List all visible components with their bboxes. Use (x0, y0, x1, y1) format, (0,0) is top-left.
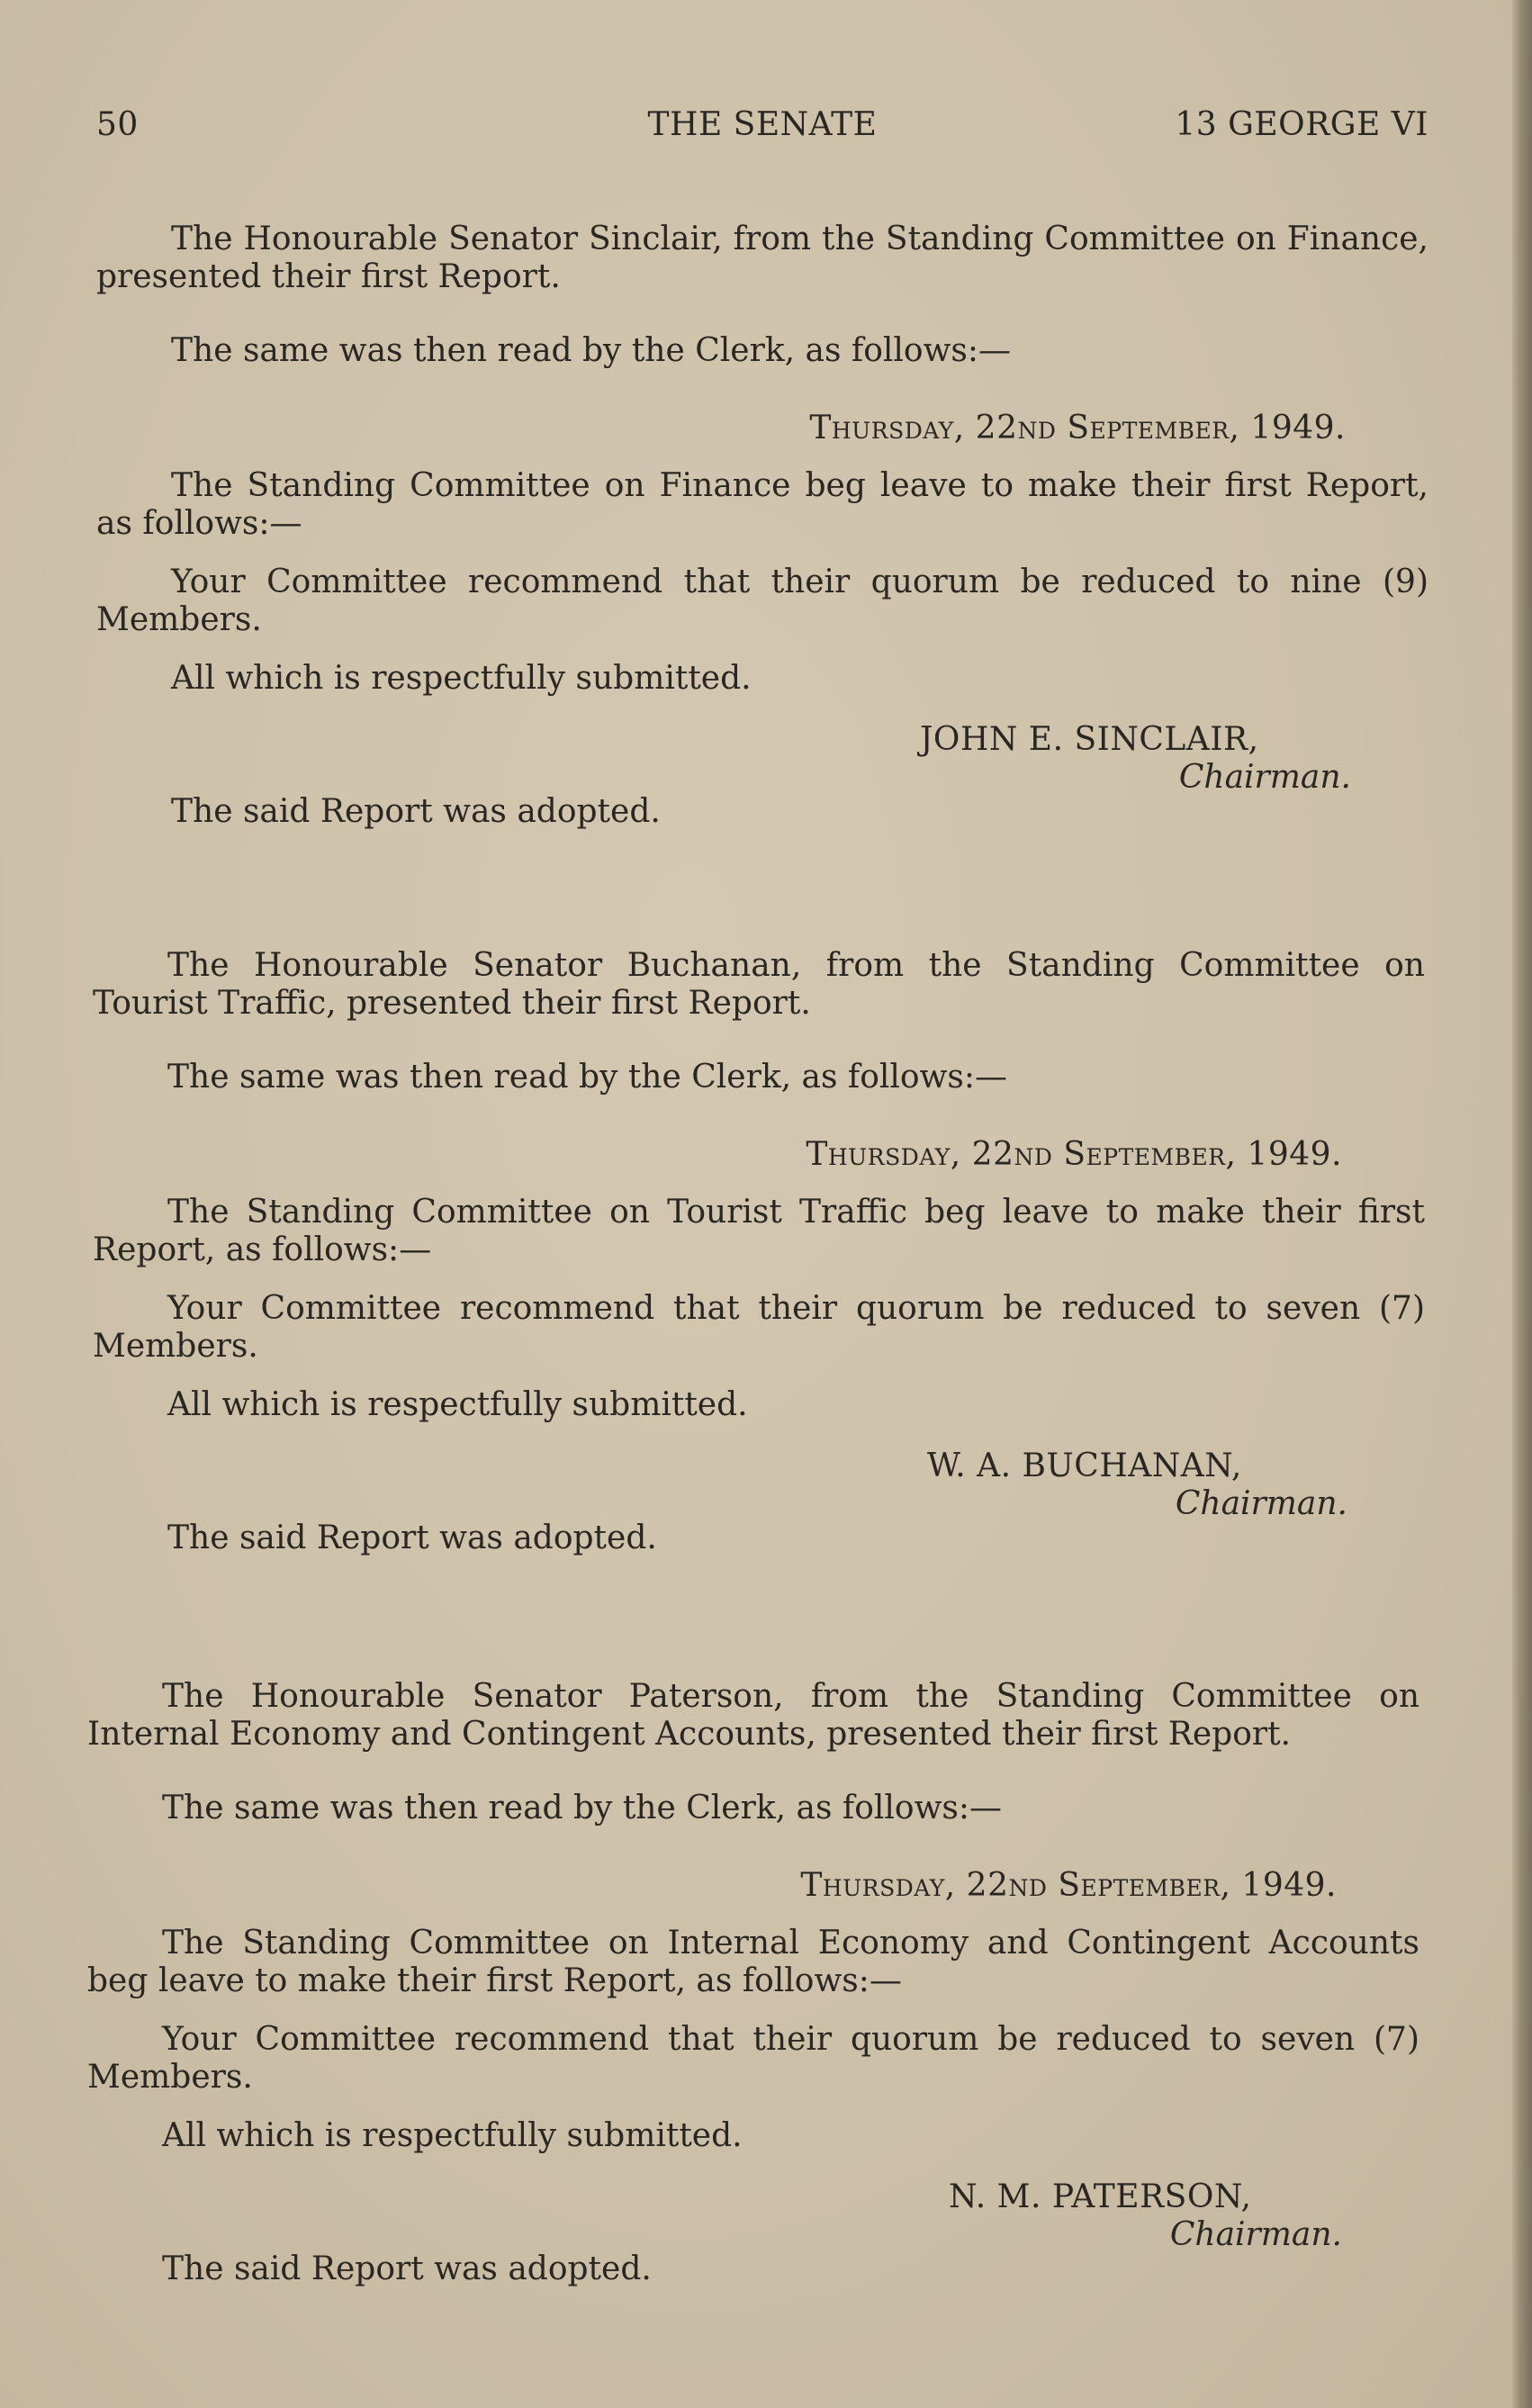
report-text: The Standing Committee on Internal Economy and Contingent Accounts beg leave to make their first Report, as follows:— (87, 1925, 1419, 1999)
adopted-line: The said Report was adopted. (162, 2250, 652, 2287)
signatory-role: Chairman. (1175, 1485, 1347, 1522)
page-title: THE SENATE (647, 106, 878, 143)
report-date: Thursday, 22nd September, 1949. (806, 1136, 1342, 1173)
read-line: The same was then read by the Clerk, as follows:— (167, 1059, 1008, 1096)
signatory-role: Chairman. (1178, 759, 1351, 796)
report-date: Thursday, 22nd September, 1949. (800, 1867, 1337, 1904)
report-recommendation: Your Committee recommend that their quorum be reduced to seven (7) Members. (93, 1290, 1425, 1365)
read-line: The same was then read by the Clerk, as follows:— (171, 332, 1012, 369)
submitted-line: All which is respectfully submitted. (171, 660, 752, 697)
report-text: The Standing Committee on Finance beg leave to make their first Report, as follows:— (96, 467, 1428, 542)
report-intro: The Honourable Senator Paterson, from the Standing Committee on Internal Economy and Contingent Accounts, presented their first Report. (87, 1678, 1419, 1753)
report-text: The Standing Committee on Tourist Traffic beg leave to make their first Report, as follows:— (93, 1194, 1425, 1268)
report-recommendation: Your Committee recommend that their quorum be reduced to seven (7) Members. (87, 2021, 1419, 2096)
report-date: Thursday, 22nd September, 1949. (809, 410, 1346, 446)
report-recommendation: Your Committee recommend that their quorum be reduced to nine (9) Members. (96, 564, 1428, 638)
adopted-line: The said Report was adopted. (167, 1520, 657, 1556)
signatory-name: JOHN E. SINCLAIR, (920, 721, 1259, 758)
signatory-role: Chairman. (1169, 2216, 1342, 2253)
submitted-line: All which is respectfully submitted. (162, 2117, 743, 2154)
page-number: 50 (96, 106, 139, 143)
page-edge-shadow (1512, 0, 1532, 2408)
regnal-year: 13 GEORGE VI (1175, 106, 1428, 143)
report-intro: The Honourable Senator Sinclair, from the Standing Committee on Finance, presented their first Report. (96, 221, 1428, 295)
report-intro: The Honourable Senator Buchanan, from the Standing Committee on Tourist Traffic, presented their first Report. (93, 947, 1425, 1022)
signatory-name: W. A. BUCHANAN, (927, 1448, 1242, 1484)
running-header (96, 106, 1428, 151)
read-line: The same was then read by the Clerk, as follows:— (162, 1790, 1003, 1826)
adopted-line: The said Report was adopted. (171, 793, 661, 830)
submitted-line: All which is respectfully submitted. (167, 1386, 748, 1423)
signatory-name: N. M. PATERSON, (949, 2178, 1252, 2215)
